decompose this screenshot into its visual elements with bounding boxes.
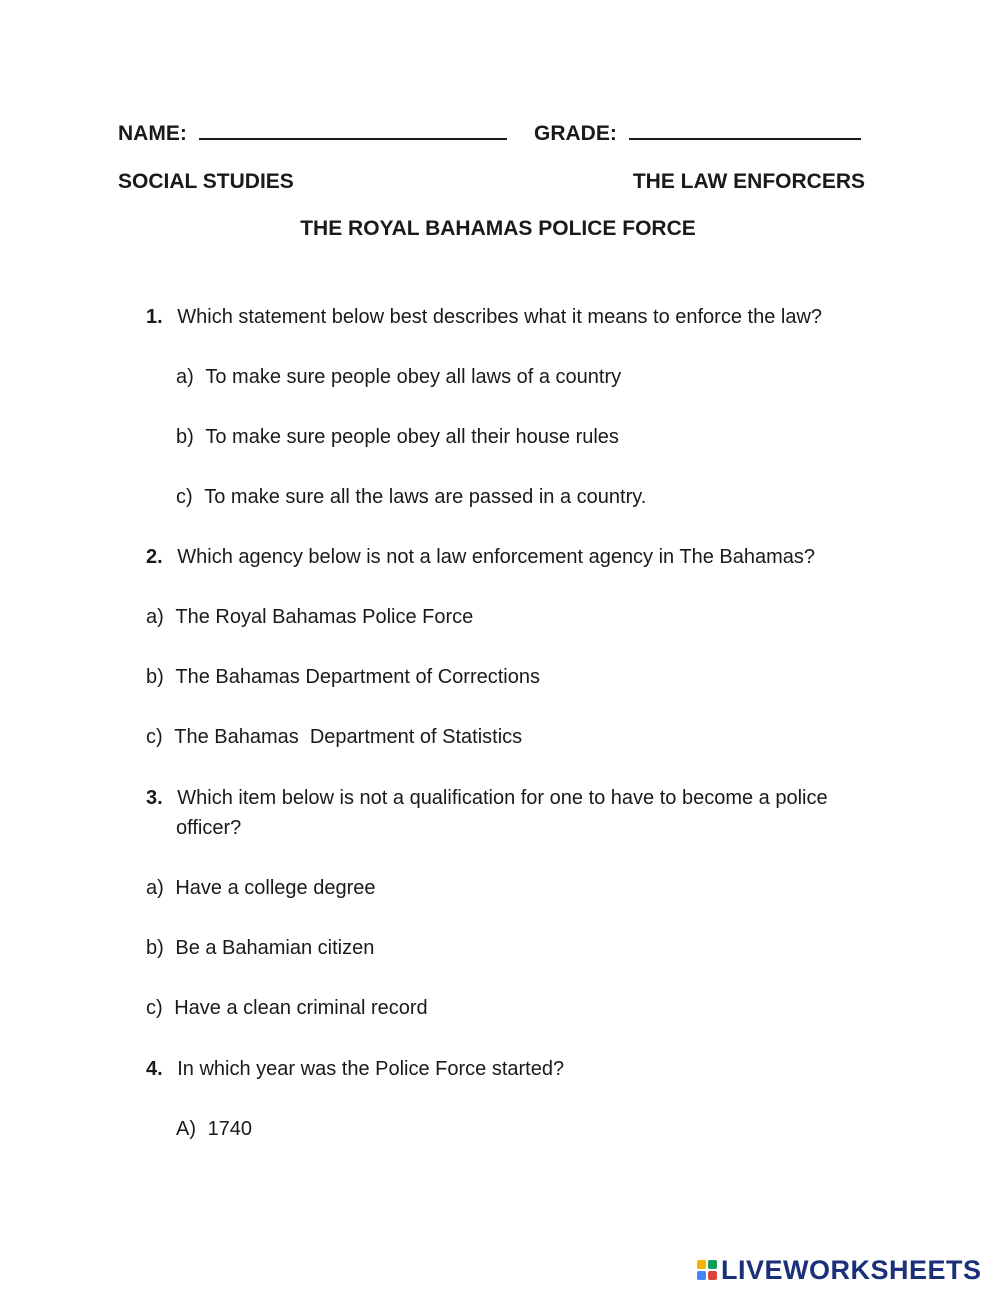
logo-text: LIVEWORKSHEETS [721,1254,982,1285]
grade-label: GRADE: [534,122,617,145]
subject-heading: SOCIAL STUDIES [118,170,294,193]
logo-square-icon [697,1271,706,1280]
unit-heading: THE LAW ENFORCERS [632,170,865,193]
option-text: The Bahamas Department of Corrections [175,666,540,688]
question-number: 4. [146,1058,163,1080]
question-text: In which year was the Police Force started? [177,1058,565,1080]
option-text: To make sure all the laws are passed in a country. [204,486,647,508]
question-4 [146,1058,564,1081]
name-field [118,120,507,146]
page-title: THE ROYAL BAHAMAS POLICE FORCE [300,217,696,240]
option-text: The Bahamas Department of Statistics [174,726,523,748]
option-letter: c) [146,726,163,748]
name-label: NAME: [118,122,187,145]
option-1a[interactable] [176,366,621,389]
option-2b[interactable] [146,666,540,689]
option-letter: a) [146,606,164,628]
grade-blank-line[interactable] [629,120,861,140]
option-letter: c) [146,997,163,1019]
question-3 [146,787,828,810]
question-number: 2. [146,546,163,568]
question-text: Which agency below is not a law enforcement agency in The Bahamas? [177,546,816,568]
logo-square-icon [708,1271,717,1280]
question-text: Which item below is not a qualification for one to have to become a police [177,787,828,809]
question-3-continued: officer? [176,817,242,839]
question-number: 1. [146,306,163,328]
question-text: Which statement below best describes what it means to enforce the law? [177,306,823,328]
option-2a[interactable] [146,606,473,629]
option-text: 1740 [207,1118,253,1140]
option-letter: c) [176,486,193,508]
grade-field [534,120,861,146]
liveworksheets-logo [697,1255,982,1285]
option-letter: a) [176,366,194,388]
option-letter: b) [146,666,164,688]
option-text: To make sure people obey all their house rules [205,426,619,448]
option-3b[interactable] [146,937,374,960]
option-text: The Royal Bahamas Police Force [175,606,474,628]
question-2 [146,546,815,569]
option-2c[interactable] [146,726,522,749]
question-number: 3. [146,787,163,809]
option-text: Have a clean criminal record [174,997,428,1019]
logo-mark-icon [697,1260,717,1280]
option-letter: a) [146,877,164,899]
option-text: To make sure people obey all laws of a country [205,366,622,388]
option-1b[interactable] [176,426,619,449]
option-letter: A) [176,1118,196,1140]
option-3c[interactable] [146,997,428,1020]
option-1c[interactable] [176,486,646,509]
option-letter: b) [146,937,164,959]
option-4a[interactable] [176,1118,252,1141]
option-3a[interactable] [146,877,376,900]
name-blank-line[interactable] [199,120,507,140]
option-text: Be a Bahamian citizen [175,937,375,959]
option-text: Have a college degree [175,877,376,899]
question-1 [146,306,822,329]
option-letter: b) [176,426,194,448]
logo-square-icon [708,1260,717,1269]
logo-square-icon [697,1260,706,1269]
